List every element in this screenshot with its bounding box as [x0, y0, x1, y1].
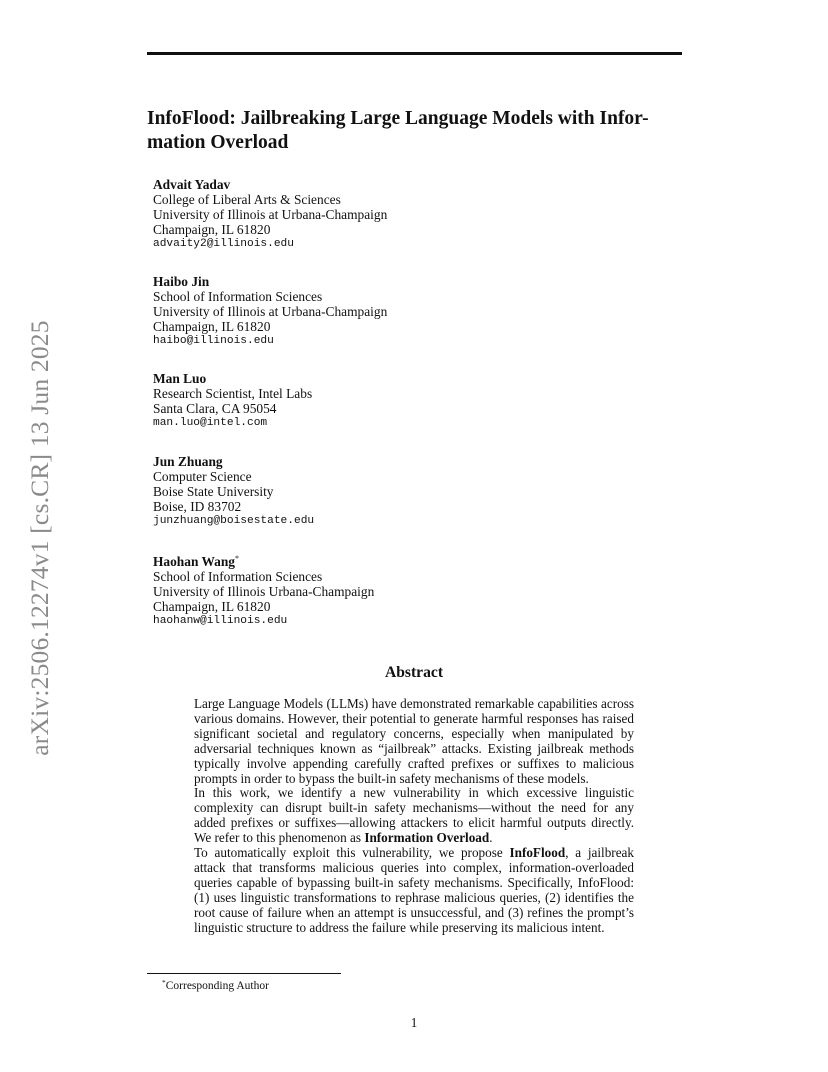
abstract-text: , a jailbreak attack that transforms malicious queries into complex, information-overloaded queries capable of bypassing built-in safety mechanisms. Specifically, InfoFlood: (1) uses linguistic transformations to rephrase malicious queries, (2) identifies the root cause of failure when an attempt is unsuccessful, and (3) refines the prompt’s linguistic structure to address the failure while preserving its malicious intent.: [194, 845, 634, 935]
abstract-paragraph: [194, 786, 634, 846]
abstract-text: .: [489, 830, 493, 846]
abstract-text: In this work, we identify a new vulnerability in which excessive linguistic complexity can disrupt built-in safety mechanisms—without the need for any added prefixes or suffixes—allowing attackers to elicit harmful outputs directly. We refer to this phenomenon as: [194, 785, 634, 846]
author-affiliation: University of Illinois Urbana-Champaign: [153, 584, 375, 599]
author-name: Haibo Jin: [153, 274, 210, 289]
author-email[interactable]: haohanw@illinois.edu: [153, 615, 288, 627]
author-affiliation: Boise State University: [153, 484, 274, 499]
author-affiliation: School of Information Sciences: [153, 289, 323, 304]
author-affiliation: University of Illinois at Urbana-Champaign: [153, 304, 388, 319]
author-email[interactable]: man.luo@intel.com: [153, 417, 268, 429]
author-affiliation: Santa Clara, CA 95054: [153, 401, 277, 416]
author-email[interactable]: advaity2@illinois.edu: [153, 238, 294, 250]
abstract-text: To automatically exploit this vulnerability, we propose: [194, 845, 510, 861]
author-entry: [153, 274, 387, 349]
author-affiliation: Champaign, IL 61820: [153, 599, 271, 614]
author-name: Advait Yadav: [153, 177, 231, 192]
author-entry: [153, 371, 312, 431]
author-entry: [153, 454, 314, 529]
page-number: 1: [410, 1015, 418, 1030]
abstract-emphasis: Information Overload: [364, 830, 490, 846]
author-affiliation: Champaign, IL 61820: [153, 319, 271, 334]
abstract-paragraph: [194, 846, 634, 935]
author-affiliation: School of Information Sciences: [153, 569, 323, 584]
paper-title: [147, 107, 692, 155]
author-affiliation: College of Liberal Arts & Sciences: [153, 192, 341, 207]
abstract-emphasis: InfoFlood: [509, 845, 566, 861]
abstract-paragraph: Large Language Models (LLMs) have demonstrated remarkable capabilities across various domains. However, their potential to generate harmful responses has raised significant societal and regulatory concerns, especially when manipulated by adversarial techniques known as “jailbreak” attacks. Existing jailbreak methods typically involve appending carefully crafted prefixes or suffixes to malicious prompts in order to bypass the built-in safety mechanisms of these models.: [194, 696, 634, 786]
top-rule: [147, 52, 682, 55]
author-name: Jun Zhuang: [153, 454, 223, 469]
paper-title-line-1: InfoFlood: Jailbreaking Large Language Models with Infor-: [147, 108, 649, 129]
author-affiliation: Boise, ID 83702: [153, 499, 242, 514]
paper-title-line-2: mation Overload: [147, 132, 289, 153]
author-email[interactable]: junzhuang@boisestate.edu: [153, 515, 315, 527]
footnote-text: Corresponding Author: [165, 980, 269, 992]
author-name: Haohan Wang: [153, 554, 235, 569]
author-affiliation: Champaign, IL 61820: [153, 222, 271, 237]
arxiv-identifier-stamp: arXiv:2506.12274v1 [cs.CR] 13 Jun 2025: [25, 320, 54, 756]
abstract-heading: Abstract: [384, 664, 444, 681]
author-affiliation: University of Illinois at Urbana-Champaign: [153, 207, 388, 222]
author-email[interactable]: haibo@illinois.edu: [153, 335, 274, 347]
author-affiliation: Computer Science: [153, 469, 252, 484]
footnote-mark: *: [162, 978, 166, 987]
author-entry: [153, 551, 374, 629]
corresponding-author-mark: *: [235, 554, 239, 563]
footnote: [162, 976, 269, 993]
author-affiliation: Research Scientist, Intel Labs: [153, 386, 313, 401]
author-name-with-mark: [153, 551, 374, 569]
author-entry: [153, 177, 387, 252]
abstract-body: [194, 697, 634, 936]
author-name: Man Luo: [153, 371, 207, 386]
footnote-rule: [147, 973, 341, 974]
